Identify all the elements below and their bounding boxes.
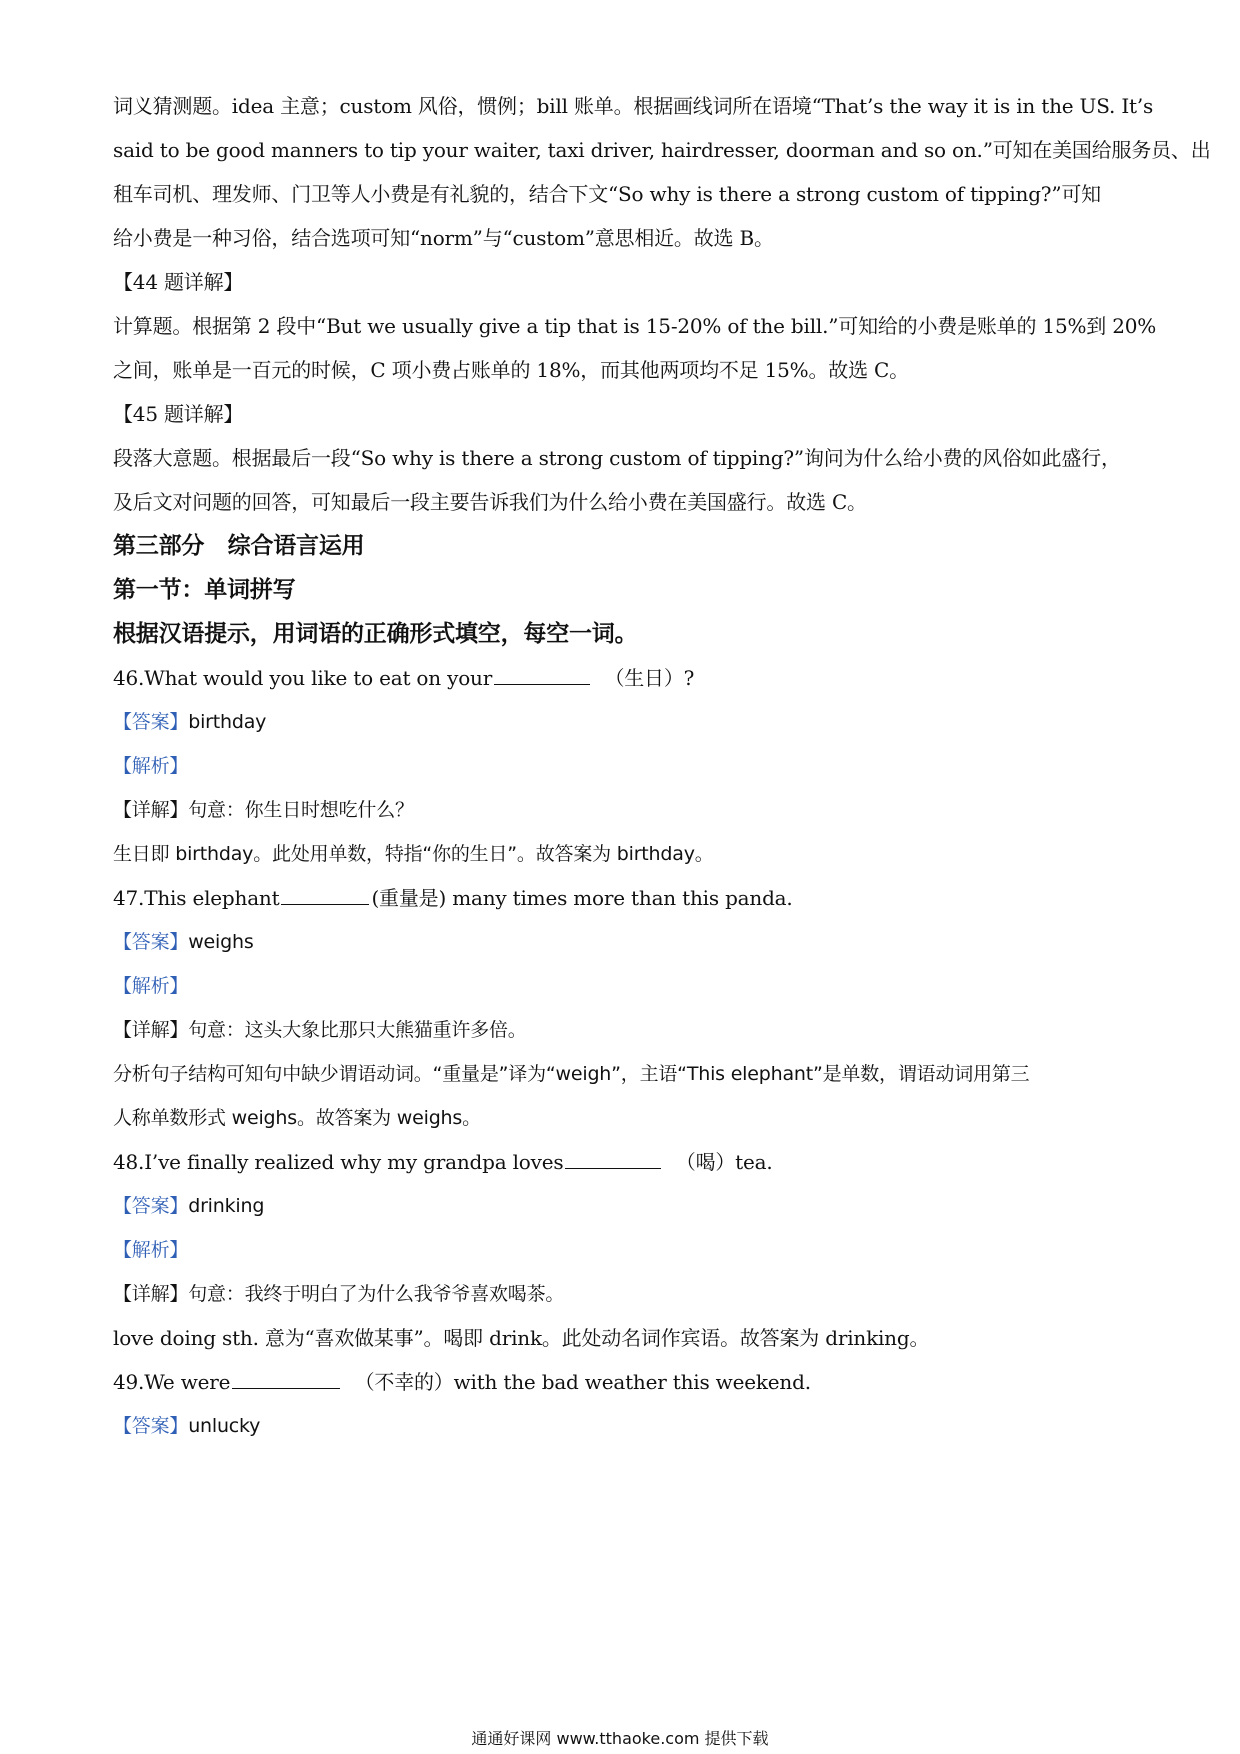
detail-line bbox=[113, 1278, 1133, 1310]
detail-text: 句意：我终于明白了为什么我爷爷喜欢喝茶。 bbox=[188, 1283, 565, 1305]
question-hint: (重量是) many times more than this panda. bbox=[371, 886, 793, 910]
question-hint: （生日）? bbox=[604, 666, 695, 690]
detail-label: 【详解】 bbox=[113, 1283, 189, 1305]
analysis-label: 【解析】 bbox=[113, 1239, 189, 1261]
answer-value: weighs bbox=[188, 931, 254, 953]
question-text: 48.I’ve finally realized why my grandpa loves bbox=[113, 1150, 564, 1174]
answer-label: 【答案】 bbox=[113, 1415, 189, 1437]
section-heading: 第一节：单词拼写 bbox=[113, 576, 296, 603]
question-46 bbox=[113, 662, 1133, 694]
answer-value: drinking bbox=[188, 1195, 265, 1217]
answer-line bbox=[113, 1190, 1133, 1222]
paragraph-line: 之间，账单是一百元的时候，C 项小费占账单的 18%，而其他两项均不足 15%。故选 C。 bbox=[113, 358, 909, 382]
question-47 bbox=[113, 882, 1133, 914]
answer-label: 【答案】 bbox=[113, 931, 189, 953]
answer-blank bbox=[494, 662, 590, 685]
answer-label: 【答案】 bbox=[113, 1195, 189, 1217]
analysis-label: 【解析】 bbox=[113, 975, 189, 997]
part-number: 第三部分 bbox=[113, 532, 205, 559]
answer-blank bbox=[232, 1366, 340, 1389]
detail-text: 句意：你生日时想吃什么？ bbox=[188, 799, 414, 821]
answer-line bbox=[113, 1410, 1133, 1442]
paragraph-line: 给小费是一种习俗，结合选项可知“norm”与“custom”意思相近。故选 B。 bbox=[113, 226, 774, 250]
answer-label: 【答案】 bbox=[113, 711, 189, 733]
question-text: 47.This elephant bbox=[113, 886, 280, 910]
answer-line bbox=[113, 706, 1133, 738]
question-49 bbox=[113, 1366, 1133, 1398]
question-text: 46.What would you like to eat on your bbox=[113, 666, 493, 690]
question-48 bbox=[113, 1146, 1133, 1178]
answer-value: birthday bbox=[188, 711, 267, 733]
paragraph-line: 租车司机、理发师、门卫等人小费是有礼貌的，结合下文“So why is there a strong custom of tipping?”可知 bbox=[113, 182, 1101, 206]
question-hint: （喝）tea. bbox=[675, 1150, 773, 1174]
detail-text: 句意：这头大象比那只大熊猫重许多倍。 bbox=[188, 1019, 527, 1041]
analysis-label: 【解析】 bbox=[113, 755, 189, 777]
explanation-line: 人称单数形式 weighs。故答案为 weighs。 bbox=[113, 1107, 481, 1129]
detail-line bbox=[113, 794, 1133, 826]
section-instruction: 根据汉语提示，用词语的正确形式填空，每空一词。 bbox=[113, 620, 638, 647]
answer-value: unlucky bbox=[188, 1415, 261, 1437]
explanation-line: love doing sth. 意为“喜欢做某事”。喝即 drink。此处动名词作宾语。故答案为 drinking。 bbox=[113, 1326, 930, 1350]
detail-label: 【详解】 bbox=[113, 1019, 189, 1041]
question-text: 49.We were bbox=[113, 1370, 231, 1394]
explanation-line: 生日即 birthday。此处用单数，特指“你的生日”。故答案为 birthday。 bbox=[113, 843, 714, 865]
answer-blank bbox=[565, 1146, 661, 1169]
paragraph-line: 词义猜测题。idea 主意；custom 风俗，惯例；bill 账单。根据画线词所在语境“That’s the way it is in the US. It’s bbox=[113, 94, 1154, 118]
page-footer: 通通好课网 www.tthaoke.com 提供下载 bbox=[471, 1729, 769, 1748]
detail-line bbox=[113, 1014, 1133, 1046]
part-title: 综合语言运用 bbox=[227, 532, 365, 559]
detail-label: 【详解】 bbox=[113, 799, 189, 821]
paragraph-line: said to be good manners to tip your waiter, taxi driver, hairdresser, doorman and so on.”可知在美国给服务员、出 bbox=[113, 138, 1211, 162]
paragraph-line: 及后文对问题的回答，可知最后一段主要告诉我们为什么给小费在美国盛行。故选 C。 bbox=[113, 490, 867, 514]
question-hint: （不幸的）with the bad weather this weekend. bbox=[354, 1370, 811, 1394]
paragraph-line: 段落大意题。根据最后一段“So why is there a strong custom of tipping?”询问为什么给小费的风俗如此盛行， bbox=[113, 446, 1121, 470]
paragraph-line: 计算题。根据第 2 段中“But we usually give a tip that is 15-20% of the bill.”可知给的小费是账单的 15%到 20% bbox=[113, 314, 1157, 338]
heading-q45-detail: 【45 题详解】 bbox=[113, 402, 244, 426]
answer-blank bbox=[281, 882, 369, 905]
explanation-line: 分析句子结构可知句中缺少谓语动词。“重量是”译为“weigh”，主语“This elephant”是单数，谓语动词用第三 bbox=[113, 1063, 1030, 1085]
heading-q44-detail: 【44 题详解】 bbox=[113, 270, 244, 294]
part-heading bbox=[113, 530, 1133, 562]
answer-line bbox=[113, 926, 1133, 958]
